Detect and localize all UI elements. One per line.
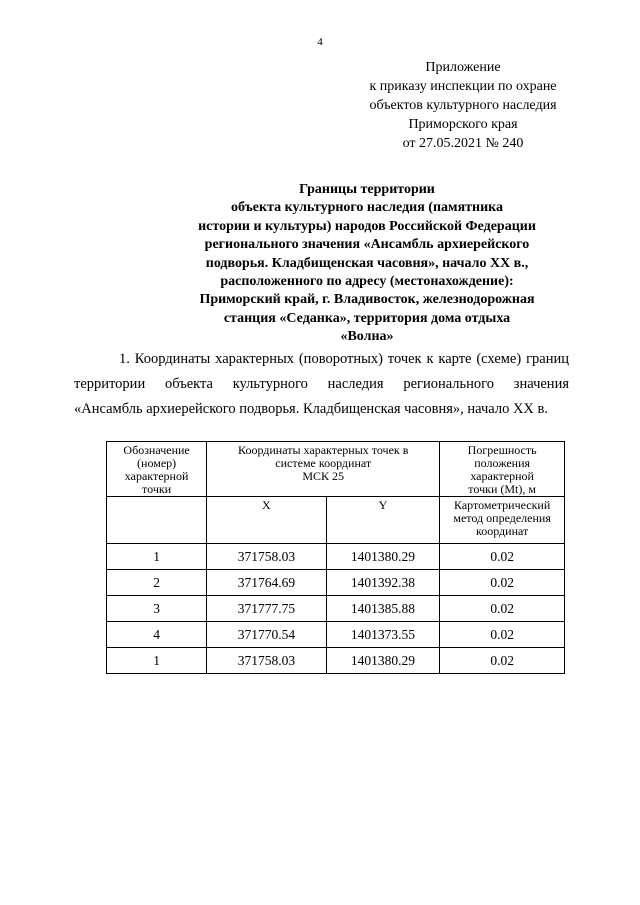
coordinates-table [106,441,565,674]
cell-y: 1401385.88 [326,596,440,622]
cell-y: 1401380.29 [326,544,440,570]
header-y: Y [326,497,440,544]
cell-point: 1 [107,544,207,570]
title-line: расположенного по адресу (местонахождение): [220,274,514,290]
cell-y: 1401373.55 [326,622,440,648]
cell-point: 3 [107,596,207,622]
cell-error: 0.02 [440,596,565,622]
cell-error: 0.02 [440,570,565,596]
header-error: Погрешность положения характерной точки (Mt), м [440,442,565,497]
title-line: «Волна» [340,329,394,345]
title-line: Приморский край, г. Владивосток, железнодорожная [199,292,535,308]
title-line: объекта культурного наследия (памятника [230,200,504,216]
cell-y: 1401392.38 [326,570,440,596]
table-row [107,544,565,570]
title-line: истории и культуры) народов Российской Федерации [198,218,536,234]
paragraph-line: территории объекта культурного наследия регионального значения [74,376,569,392]
appendix-line: Приложение [425,60,501,75]
appendix-line: объектов культурного наследия [369,98,557,113]
cell-error: 0.02 [440,622,565,648]
body-paragraph [74,347,569,422]
title-line: Границы территории [299,182,435,197]
title-line: станция «Седанка», территория дома отдыха [223,310,511,326]
table-header-row [107,442,565,497]
appendix-line: от 27.05.2021 № 240 [402,136,524,151]
cell-point: 1 [107,648,207,674]
cell-x: 371758.03 [207,648,326,674]
table-row [107,622,565,648]
header-x: X [207,497,326,544]
appendix-line: к приказу инспекции по охране [369,79,557,94]
cell-x: 371764.69 [207,570,326,596]
table-row [107,570,565,596]
cell-error: 0.02 [440,544,565,570]
cell-point: 2 [107,570,207,596]
table-row [107,596,565,622]
cell-point: 4 [107,622,207,648]
appendix-block [358,58,568,153]
cell-x: 371770.54 [207,622,326,648]
header-point-empty [107,497,207,544]
paragraph-line: «Ансамбль архиерейского подворья. Кладбищенская часовня», начало XX в. [74,401,548,417]
header-coords: Координаты характерных точек в системе координат МСК 25 [207,442,440,497]
appendix-line: Приморского края [408,117,518,132]
document-title [130,181,604,347]
page-number: 4 [317,36,323,48]
cell-x: 371777.75 [207,596,326,622]
title-line: регионального значения «Ансамбль архиерейского [204,237,530,253]
header-point: Обозначение (номер) характерной точки [107,442,207,497]
cell-error: 0.02 [440,648,565,674]
paragraph-line: 1. Координаты характерных (поворотных) точек к карте (схеме) границ [119,351,569,367]
cell-y: 1401380.29 [326,648,440,674]
cell-x: 371758.03 [207,544,326,570]
header-method: Картометрический метод определения координат [440,497,565,544]
title-line: подворья. Кладбищенская часовня», начало XX в., [205,255,529,271]
table-row [107,648,565,674]
